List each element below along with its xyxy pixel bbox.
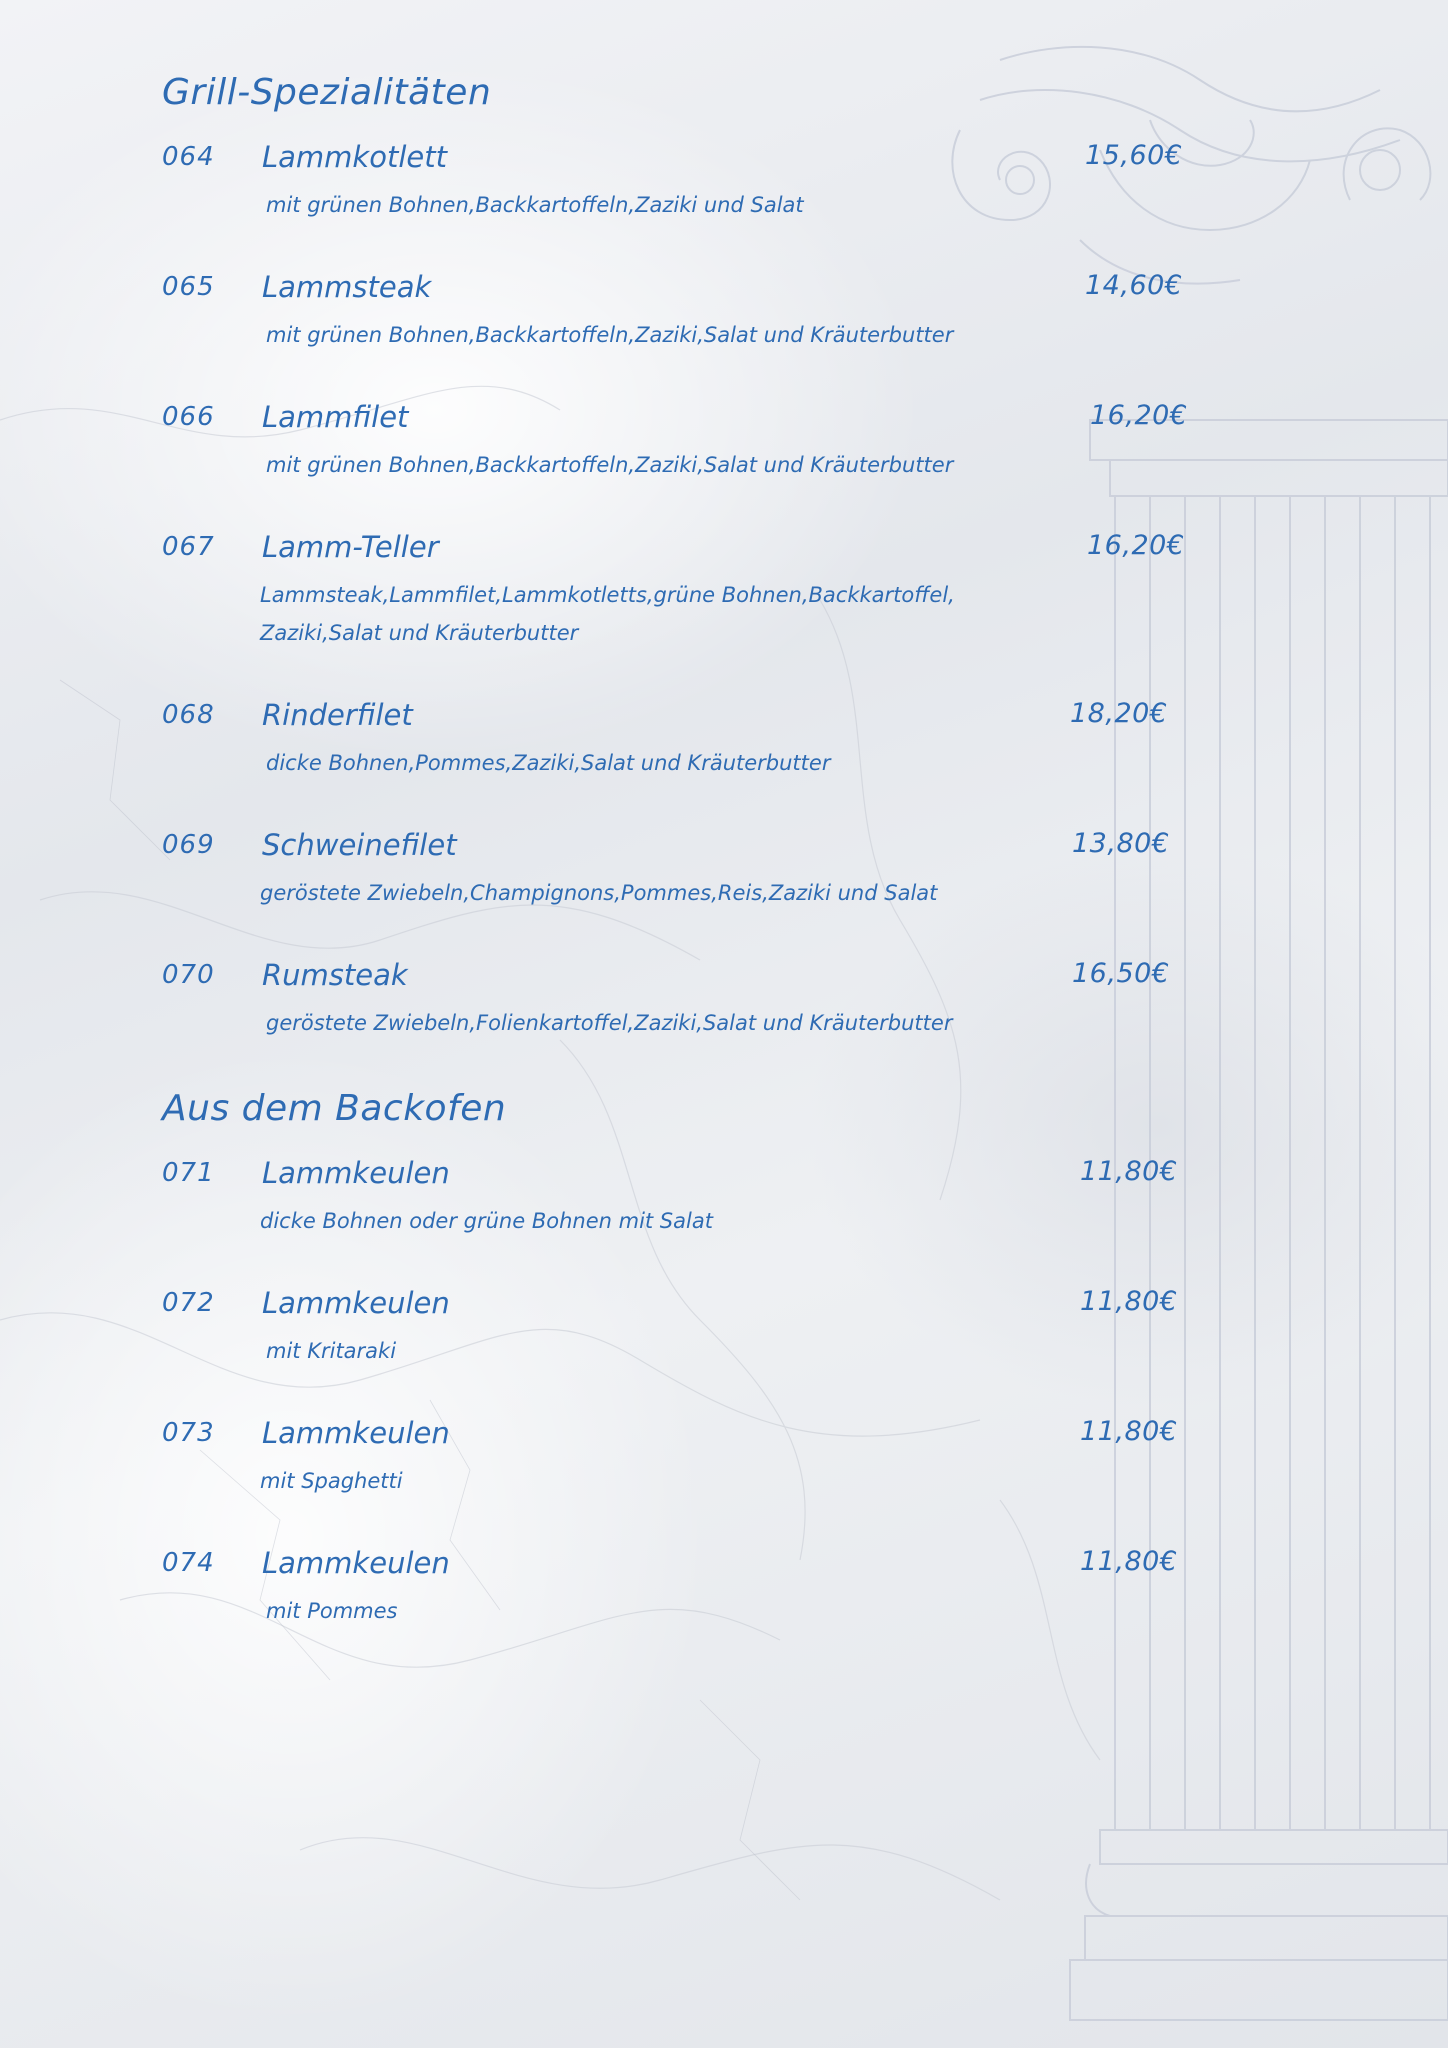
item-description xyxy=(260,576,955,652)
item-number: 074 xyxy=(162,1548,215,1578)
item-number: 073 xyxy=(162,1418,215,1448)
menu-item-074 xyxy=(162,1546,1212,1623)
item-description-line: Zaziki,Salat und Kräuterbutter xyxy=(260,621,579,645)
item-price: 16,50€ xyxy=(1072,958,1170,989)
menu-item-065 xyxy=(162,270,1212,347)
item-number: 065 xyxy=(162,272,215,302)
item-description-line: geröstete Zwiebeln,Champignons,Pommes,Reis,Zaziki und Salat xyxy=(260,881,938,905)
menu-item-071 xyxy=(162,1156,1212,1233)
item-description xyxy=(266,1592,398,1630)
item-description xyxy=(266,186,804,224)
item-name: Lammkeulen xyxy=(262,1416,450,1450)
item-description-line: mit Spaghetti xyxy=(260,1469,403,1493)
item-price: 11,80€ xyxy=(1080,1156,1178,1187)
item-number: 071 xyxy=(162,1158,215,1188)
menu-item-072 xyxy=(162,1286,1212,1363)
item-description xyxy=(266,744,830,782)
item-name: Lammkotlett xyxy=(262,140,447,174)
item-description-line: dicke Bohnen,Pommes,Zaziki,Salat und Kräuterbutter xyxy=(266,751,831,775)
item-number: 064 xyxy=(162,142,215,172)
item-price: 18,20€ xyxy=(1070,698,1168,729)
item-price: 14,60€ xyxy=(1085,270,1183,301)
item-description-line: dicke Bohnen oder grüne Bohnen mit Salat xyxy=(260,1209,713,1233)
item-name: Rumsteak xyxy=(262,958,408,992)
item-name: Lammkeulen xyxy=(262,1286,450,1320)
menu-item-070 xyxy=(162,958,1212,1035)
item-number: 069 xyxy=(162,830,215,860)
item-name: Lammsteak xyxy=(262,270,432,304)
item-description-line: mit Pommes xyxy=(266,1599,398,1623)
item-description-line: mit grünen Bohnen,Backkartoffeln,Zaziki,Salat und Kräuterbutter xyxy=(266,453,954,477)
item-name: Lammfilet xyxy=(262,400,409,434)
item-number: 072 xyxy=(162,1288,215,1318)
item-price: 15,60€ xyxy=(1085,140,1183,171)
item-name: Schweinefilet xyxy=(262,828,457,862)
item-price: 11,80€ xyxy=(1080,1416,1178,1447)
item-price: 11,80€ xyxy=(1080,1286,1178,1317)
section-title-backofen: Aus dem Backofen xyxy=(162,1088,507,1129)
item-price: 16,20€ xyxy=(1087,530,1185,561)
item-price: 13,80€ xyxy=(1072,828,1170,859)
item-description xyxy=(260,1462,403,1500)
menu-item-064 xyxy=(162,140,1212,217)
item-name: Rinderfilet xyxy=(262,698,413,732)
menu-item-069 xyxy=(162,828,1212,905)
item-name: Lamm-Teller xyxy=(262,530,439,564)
item-description-line: mit grünen Bohnen,Backkartoffeln,Zaziki und Salat xyxy=(266,193,804,217)
item-description xyxy=(266,1332,396,1370)
item-description-line: geröstete Zwiebeln,Folienkartoffel,Zaziki,Salat und Kräuterbutter xyxy=(266,1011,953,1035)
menu-item-067 xyxy=(162,530,1212,645)
item-description-line: mit Kritaraki xyxy=(266,1339,397,1363)
item-description-line: Lammsteak,Lammfilet,Lammkotletts,grüne Bohnen,Backkartoffel, xyxy=(260,583,955,607)
item-description xyxy=(260,874,937,912)
item-description xyxy=(260,1202,713,1240)
menu-item-068 xyxy=(162,698,1212,775)
item-number: 066 xyxy=(162,402,215,432)
item-description xyxy=(266,316,953,354)
item-description-line: mit grünen Bohnen,Backkartoffeln,Zaziki,Salat und Kräuterbutter xyxy=(266,323,954,347)
item-number: 067 xyxy=(162,532,215,562)
item-price: 11,80€ xyxy=(1080,1546,1178,1577)
menu-item-066 xyxy=(162,400,1212,477)
item-name: Lammkeulen xyxy=(262,1546,450,1580)
menu-item-073 xyxy=(162,1416,1212,1493)
item-number: 070 xyxy=(162,960,215,990)
item-name: Lammkeulen xyxy=(262,1156,450,1190)
item-description xyxy=(266,1004,952,1042)
item-price: 16,20€ xyxy=(1090,400,1188,431)
section-title-grill: Grill-Spezialitäten xyxy=(162,72,492,113)
item-description xyxy=(266,446,953,484)
item-number: 068 xyxy=(162,700,215,730)
